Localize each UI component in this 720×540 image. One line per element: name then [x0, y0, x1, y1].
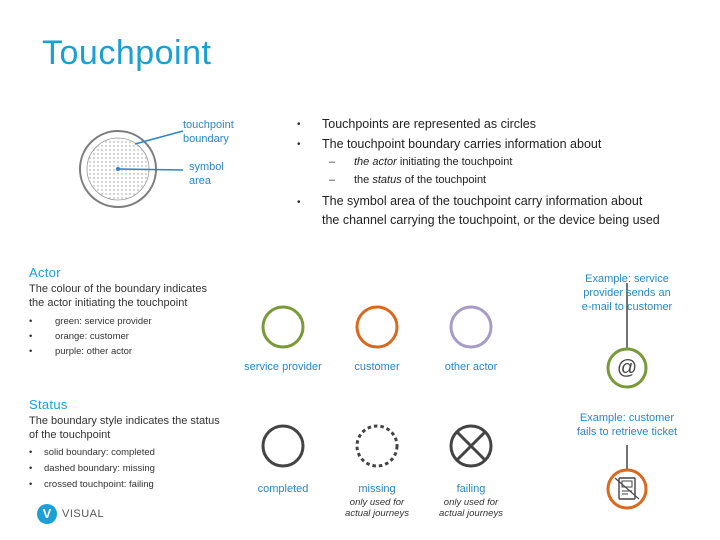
list-item: • crossed touchpoint: failing	[29, 479, 154, 490]
list-item: • green: service provider	[29, 316, 152, 327]
page-title: Touchpoint	[42, 34, 212, 72]
logo-text: VISUAL	[62, 508, 105, 520]
note-failing-line1: only used for	[443, 497, 499, 508]
actor-list	[29, 314, 152, 359]
symbol-area-label	[189, 160, 224, 188]
boundary-label	[183, 118, 234, 146]
bullet-3	[322, 192, 660, 230]
symbol-pointer-line	[118, 169, 183, 170]
sub-bullet-2-pre: the	[354, 174, 373, 186]
caption-service-provider: service provider	[244, 361, 322, 373]
actor-example-line1: Example: service	[585, 273, 669, 285]
status-desc-line1: The boundary style indicates the status	[29, 415, 220, 427]
status-desc-line2: of the touchpoint	[29, 429, 111, 441]
actor-example-line2: provider sends an	[583, 287, 671, 299]
sub-dash: –	[329, 156, 336, 168]
sub-bullet-1-text: initiating the touchpoint	[396, 156, 513, 168]
sub-bullet-2-em: status	[372, 174, 402, 186]
caption-other-actor: other actor	[444, 361, 498, 373]
status-example-text	[567, 411, 687, 439]
caption-customer: customer	[354, 361, 400, 373]
bullet-dot: •	[297, 119, 301, 130]
status-item-crossed: crossed touchpoint: failing	[44, 479, 154, 490]
list-item: • purple: other actor	[29, 346, 133, 357]
note-missing	[327, 497, 427, 519]
actor-example-line3: e-mail to customer	[581, 301, 673, 313]
actor-circle-other	[451, 307, 491, 347]
bullet-1: Touchpoints are represented as circles	[322, 117, 537, 131]
sub-bullet-1-em: the actor	[354, 156, 397, 168]
list-item: • dashed boundary: missing	[29, 463, 155, 474]
status-circle-failing	[451, 426, 491, 466]
actor-desc-line1: The colour of the boundary indicates	[29, 283, 207, 295]
actor-circle-service-provider	[263, 307, 303, 347]
boundary-label-line1: touchpoint	[183, 119, 234, 131]
status-heading: Status	[29, 397, 68, 412]
status-circle-missing	[357, 426, 397, 466]
ticket-machine-icon	[608, 470, 646, 508]
actor-item-green: green: service provider	[55, 316, 152, 327]
note-failing	[421, 497, 521, 519]
status-list	[29, 445, 155, 493]
actor-heading: Actor	[29, 265, 61, 280]
actor-item-orange: orange: customer	[55, 331, 129, 342]
note-missing-line2: actual journeys	[345, 508, 409, 519]
logo-letter: V	[42, 506, 52, 521]
bullet-dot: •	[297, 197, 301, 208]
bullet-3-line1: The symbol area of the touchpoint carry information about	[322, 194, 643, 208]
note-failing-line2: actual journeys	[439, 508, 503, 519]
caption-completed: completed	[257, 483, 309, 495]
boundary-label-line2: boundary	[183, 133, 229, 145]
bullet-2: The touchpoint boundary carries information about	[322, 137, 602, 151]
actor-example-text	[567, 272, 687, 314]
bullet-3-line2: the channel carrying the touchpoint, or the device being used	[322, 213, 660, 227]
symbol-label-line1: symbol	[189, 161, 224, 173]
actor-desc-line2: the actor initiating the touchpoint	[29, 297, 188, 309]
sub-bullet-2-text: of the touchpoint	[401, 174, 487, 186]
status-example-line1: Example: customer	[579, 412, 675, 424]
actor-description	[29, 282, 207, 310]
sub-bullet-2	[354, 174, 486, 186]
sub-dash: –	[329, 174, 336, 186]
caption-missing: missing	[358, 483, 396, 495]
caption-failing: failing	[456, 483, 486, 495]
list-item: • orange: customer	[29, 331, 129, 342]
actor-item-purple: purple: other actor	[55, 346, 133, 357]
status-example-line2: fails to retrieve ticket	[576, 426, 678, 438]
symbol-label-line2: area	[189, 175, 212, 187]
status-circle-completed	[263, 426, 303, 466]
status-item-dashed: dashed boundary: missing	[44, 463, 155, 474]
email-icon: @	[616, 357, 638, 379]
sub-bullet-1	[354, 156, 512, 168]
symbol-pointer-dot	[116, 167, 120, 171]
list-item: • solid boundary: completed	[29, 447, 155, 458]
actor-circle-customer	[357, 307, 397, 347]
status-item-solid: solid boundary: completed	[44, 447, 155, 458]
bullet-dot: •	[297, 139, 301, 150]
status-description	[29, 414, 220, 442]
boundary-pointer-line	[135, 131, 183, 144]
note-missing-line1: only used for	[349, 497, 405, 508]
